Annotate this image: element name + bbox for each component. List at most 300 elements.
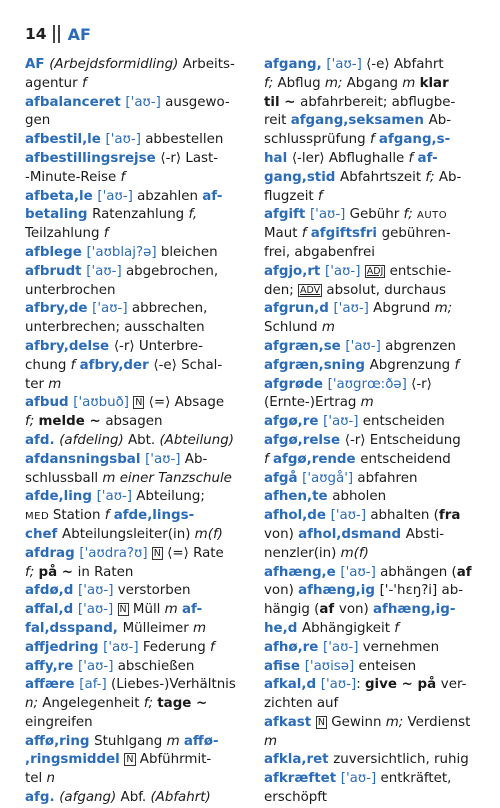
entry-text: af xyxy=(456,564,472,580)
entry-text: på ~ xyxy=(38,564,78,580)
entry-text: abholen xyxy=(332,489,387,505)
entry-text: Stuhlgang xyxy=(94,733,167,749)
entry-text: f xyxy=(210,639,215,655)
headword: afgift xyxy=(264,207,310,223)
dictionary-line xyxy=(264,639,476,658)
entry-text: f; xyxy=(25,564,39,580)
entry-text: ver- xyxy=(440,677,467,693)
pronunciation: [af-] xyxy=(79,677,107,693)
pronunciation: ['aʊ-] xyxy=(78,658,114,674)
dictionary-line xyxy=(25,150,247,169)
pronunciation: ['aʊgrœ:ðə] xyxy=(327,376,407,392)
dictionary-line xyxy=(264,75,476,94)
entry-text: ⟨-e⟩ Schal- xyxy=(153,357,223,373)
entry-text: f; xyxy=(143,696,158,712)
dictionary-line xyxy=(25,789,247,808)
headword: afgang, xyxy=(264,57,327,72)
dictionary-line xyxy=(25,300,247,319)
entry-text: unterbrochen xyxy=(25,282,116,298)
entry-text: Abhängigkeit xyxy=(301,620,395,636)
entry-text: tage ~ xyxy=(157,696,208,712)
dictionary-line xyxy=(25,695,247,714)
entry-text: m xyxy=(360,395,374,411)
headword: afde,ling xyxy=(25,489,97,505)
entry-text: Ratenzahlung xyxy=(92,207,189,223)
entry-text: reit xyxy=(264,113,291,129)
entry-text: zuversichtlich, ruhig xyxy=(333,752,469,768)
dictionary-line xyxy=(264,206,476,225)
headword: affø,ring xyxy=(25,733,95,749)
dictionary-line xyxy=(25,376,247,395)
entry-text: Abgang xyxy=(346,75,403,91)
entry-text: Station xyxy=(52,508,105,524)
headword: afbeta,le xyxy=(25,188,98,204)
entry-text: MED xyxy=(25,511,53,523)
dictionary-line xyxy=(25,733,247,752)
pronunciation: ['aʊ-] xyxy=(92,301,128,317)
headword: afgjo,rt xyxy=(264,263,325,279)
entry-text: f xyxy=(301,226,311,242)
dictionary-line xyxy=(264,263,476,282)
entry-text: Abteilung; xyxy=(132,489,205,505)
dictionary-line xyxy=(25,112,247,131)
entry-text: f xyxy=(103,226,109,242)
dictionary-line xyxy=(25,94,247,113)
entry-text: ⟨-ler⟩ Abflughalle xyxy=(291,150,409,166)
entry-text: abbrechen, xyxy=(127,301,208,317)
entry-text: entscheidend xyxy=(360,451,451,467)
headword: affjedring xyxy=(25,639,104,655)
entry-text: unterbrechen; ausschalten xyxy=(25,320,205,336)
entry-text: ⟨-e⟩ Abfahrt xyxy=(361,57,444,72)
headword: af- xyxy=(181,602,203,618)
entry-text: Schlund xyxy=(264,320,322,336)
entry-text: Arbeits- xyxy=(182,57,235,72)
entry-text: Gewinn xyxy=(326,714,386,730)
pronunciation: ['aʊ-] xyxy=(326,57,362,72)
dictionary-line xyxy=(25,282,247,301)
dictionary-line xyxy=(25,56,247,75)
word-class-label: ADV xyxy=(300,284,321,296)
entry-text: m xyxy=(402,75,420,91)
entry-text: verstorben xyxy=(113,583,191,599)
headword: afbry,delse xyxy=(25,338,114,354)
entry-text: eingreifen xyxy=(25,714,93,730)
dictionary-line xyxy=(264,413,476,432)
entry-text: m xyxy=(166,733,184,749)
entry-text: Absti- xyxy=(405,526,445,542)
entry-text: abschießen xyxy=(113,658,195,674)
entry-text: Ab- xyxy=(438,169,462,185)
left-column xyxy=(25,56,247,808)
headword: afgang,seksamen xyxy=(290,113,429,129)
dictionary-line xyxy=(25,564,247,583)
entry-text: f; xyxy=(425,169,439,185)
headword: ,ringsmiddel xyxy=(25,752,125,768)
headword: afgø,relse xyxy=(264,432,345,448)
entry-text: Verdienst xyxy=(407,714,471,730)
entry-text: f xyxy=(394,620,399,636)
entry-text: Abführmit- xyxy=(135,752,212,768)
entry-text: f; xyxy=(264,75,278,91)
dictionary-line xyxy=(264,112,476,131)
dictionary-line xyxy=(25,751,247,770)
entry-text: chung xyxy=(25,357,71,373)
entry-text: f, xyxy=(188,207,198,223)
entry-text: f xyxy=(70,357,80,373)
dictionary-line xyxy=(264,451,476,470)
entry-text: m xyxy=(164,602,182,618)
headword: afdø,d xyxy=(25,583,78,599)
headword: afkast xyxy=(264,714,316,730)
entry-text: ⟨-r⟩ xyxy=(406,376,432,392)
entry-text: f xyxy=(104,508,114,524)
dictionary-line xyxy=(25,338,247,357)
entry-text: entkräftet, xyxy=(376,771,452,787)
headword: afbry,der xyxy=(79,357,154,373)
entry-text: m; xyxy=(434,301,453,317)
entry-text: von) xyxy=(264,526,299,542)
headword: he,d xyxy=(264,620,302,636)
headword: afgræn,sning xyxy=(264,357,370,373)
word-class-label: N xyxy=(119,604,127,616)
pronunciation: ['aʊ-] xyxy=(323,639,359,655)
entry-text: (Arbejdsformidling) xyxy=(49,57,183,72)
entry-text: give ~ på xyxy=(364,677,441,693)
entry-text: m einer Tanzschule xyxy=(102,470,232,486)
entry-text: tel xyxy=(25,771,47,787)
entry-text: Abgrenzung xyxy=(369,357,455,373)
headword: fal,dsspand, xyxy=(25,620,123,636)
dictionary-line xyxy=(264,695,476,714)
dictionary-line xyxy=(25,620,247,639)
pronunciation: ['aʊ-] xyxy=(345,338,381,354)
dictionary-line xyxy=(25,488,247,507)
entry-text: absagen xyxy=(105,414,163,430)
entry-text: in Raten xyxy=(77,564,134,580)
pronunciation: ['aʊbuð] xyxy=(73,395,134,411)
entry-text: (Abfahrt) xyxy=(150,790,211,806)
dictionary-line xyxy=(25,319,247,338)
dictionary-line xyxy=(25,357,247,376)
headword: afgø,re xyxy=(264,414,324,430)
entry-text: Abgrund xyxy=(368,301,435,317)
headword: affy,re xyxy=(25,658,79,674)
entry-text: af xyxy=(319,602,339,618)
entry-text: Gebühr xyxy=(345,207,404,223)
entry-text: ⟨=⟩ Rate xyxy=(162,545,224,561)
entry-text: melde ~ xyxy=(38,414,106,430)
headword: afg. xyxy=(25,790,60,806)
headword: afkal,d xyxy=(264,677,321,693)
entry-text: Maut xyxy=(264,226,302,242)
entry-text: entschie- xyxy=(385,263,452,279)
word-class-label: N xyxy=(135,397,143,409)
pronunciation: ['aʊ-] xyxy=(77,602,118,618)
headword: AF xyxy=(25,57,50,72)
entry-text: schlussball xyxy=(25,470,103,486)
pronunciation: ['aʊ-] xyxy=(145,451,181,467)
word-class-label: N xyxy=(317,716,325,728)
headword: affal,d xyxy=(25,602,78,618)
headword: afhol,de xyxy=(264,508,331,524)
entry-text: abhalten ( xyxy=(366,508,439,524)
headword: af- xyxy=(417,150,438,166)
dictionary-line xyxy=(264,394,476,413)
header-divider xyxy=(53,25,60,43)
entry-text: fra xyxy=(438,508,461,524)
dictionary-line xyxy=(25,225,247,244)
headword: gang,stid xyxy=(264,169,341,185)
entry-text: til ~ xyxy=(264,94,301,110)
headword: afhen,te xyxy=(264,489,333,505)
entry-text: von) xyxy=(264,583,299,599)
pronunciation: ['aʊ-] xyxy=(320,677,357,693)
dictionary-line xyxy=(264,751,476,770)
entry-text: bleichen xyxy=(156,244,218,260)
pronunciation: ['aʊ-] xyxy=(340,564,376,580)
entry-text: abgrenzen xyxy=(380,338,457,354)
headword: afkla,ret xyxy=(264,752,334,768)
dictionary-line xyxy=(264,526,476,545)
entry-text: enteisen xyxy=(354,658,417,674)
headword: afblege xyxy=(25,244,87,260)
dictionary-line xyxy=(264,94,476,113)
word-class-label: N xyxy=(126,754,134,766)
entry-text: (afdeling) xyxy=(59,432,128,448)
entry-text: abfahrbereit; abflugbe- xyxy=(300,94,456,110)
headword: afgrøde xyxy=(264,376,328,392)
entry-text: m; xyxy=(385,714,408,730)
dictionary-line xyxy=(264,225,476,244)
entry-text: flugzeit xyxy=(264,188,318,204)
dictionary-line xyxy=(264,319,476,338)
entry-text: zichten auf xyxy=(264,696,339,712)
dictionary-line xyxy=(264,770,476,789)
pronunciation: ['aʊ-] xyxy=(96,489,133,505)
headword: afhæng,ig- xyxy=(373,602,456,618)
pronunciation: ['aʊ-] xyxy=(340,771,377,787)
pronunciation: ['aʊ-] xyxy=(333,301,369,317)
pronunciation: ['aʊ-] xyxy=(330,508,367,524)
entry-text: f xyxy=(264,451,273,467)
entry-text: m xyxy=(321,320,335,336)
headword: afbrudt xyxy=(25,263,87,279)
entry-text: den; xyxy=(264,282,298,298)
entry-text: erschöpft xyxy=(264,790,327,806)
entry-text: AUTO xyxy=(416,210,448,222)
pronunciation: ['aʊ-] xyxy=(323,414,359,430)
headword: afgå xyxy=(264,470,303,486)
entry-text: (Liebes-)Verhältnis xyxy=(106,677,236,693)
dictionary-line xyxy=(264,676,476,695)
entry-text: m(f) xyxy=(194,526,223,542)
dictionary-line xyxy=(264,564,476,583)
entry-text: frei, abgabenfrei xyxy=(264,244,375,260)
pronunciation: ['aʊ-] xyxy=(103,639,139,655)
dictionary-line xyxy=(264,169,476,188)
entry-text: f xyxy=(369,132,379,148)
dictionary-line xyxy=(264,582,476,601)
entry-text: gen xyxy=(25,113,51,129)
section-label: AF xyxy=(67,24,91,44)
entry-text: ausgewo- xyxy=(160,94,230,110)
dictionary-line xyxy=(264,658,476,677)
dictionary-line xyxy=(25,75,247,94)
entry-text: m; xyxy=(324,75,347,91)
headword: afhæng,ig xyxy=(298,583,380,599)
entry-text: Federung xyxy=(138,639,211,655)
entry-text: abgebrochen, xyxy=(121,263,219,279)
headword: afhø,re xyxy=(264,639,324,655)
dictionary-line xyxy=(264,733,476,752)
dictionary-line xyxy=(25,507,247,526)
dictionary-line xyxy=(264,714,476,733)
entry-text: ⟨-r⟩ Last- xyxy=(160,150,219,166)
entry-text: f xyxy=(120,169,126,185)
entry-text: abhängen ( xyxy=(375,564,457,580)
entry-text: Abt. xyxy=(128,432,160,448)
dictionary-line xyxy=(264,188,476,207)
entry-text: gebühren- xyxy=(381,226,451,242)
pronunciation: ['aʊ-] xyxy=(309,207,346,223)
headword: afdansningsbal xyxy=(25,451,146,467)
entry-text: f xyxy=(317,188,323,204)
pronunciation: ['aʊdra?ʊ] xyxy=(79,545,152,561)
entry-text: f xyxy=(408,150,418,166)
dictionary-line xyxy=(264,300,476,319)
dictionary-line xyxy=(25,131,247,150)
entry-text: ['-'hɛŋ?i] ab- xyxy=(379,583,464,599)
dictionary-line xyxy=(264,601,476,620)
entry-text: abfahren xyxy=(353,470,418,486)
entry-text: klar xyxy=(419,75,449,91)
entry-text: m xyxy=(193,620,207,636)
dictionary-line xyxy=(264,56,476,75)
entry-text: Abfahrtszeit xyxy=(340,169,426,185)
word-class-label: N xyxy=(153,547,161,559)
entry-text: : xyxy=(356,677,365,693)
headword: afgiftsfri xyxy=(310,226,382,242)
headword: afgang,s- xyxy=(378,132,451,148)
headword: chef xyxy=(25,526,63,542)
entry-text: m(f) xyxy=(340,545,369,561)
page-number: 14 xyxy=(25,25,47,43)
entry-text: Angelegenheit xyxy=(42,696,144,712)
pronunciation: ['aʊ-] xyxy=(105,132,141,148)
dictionary-line xyxy=(264,357,476,376)
entry-text: abbestellen xyxy=(140,132,224,148)
headword: affære xyxy=(25,677,80,693)
pronunciation: ['aʊisə] xyxy=(304,658,355,674)
entry-text: Abflug xyxy=(277,75,325,91)
headword: afdrag xyxy=(25,545,80,561)
headword: afbestil,le xyxy=(25,132,106,148)
entry-text: (Abteilung) xyxy=(159,432,234,448)
entry-text: (Ernte-)Ertrag xyxy=(264,395,361,411)
dictionary-line xyxy=(264,282,476,301)
headword: afbud xyxy=(25,395,74,411)
entry-text: Teilzahlung xyxy=(25,226,104,242)
entry-text: Abf. xyxy=(120,790,151,806)
headword: afgø,rende xyxy=(272,451,361,467)
entry-text: m xyxy=(48,376,62,392)
entry-text: ⟨-r⟩ Entscheidung xyxy=(344,432,461,448)
dictionary-line xyxy=(25,582,247,601)
dictionary-line xyxy=(264,470,476,489)
entry-text: Müll xyxy=(128,602,165,618)
dictionary-line xyxy=(25,676,247,695)
pronunciation: ['aʊblaj?ə] xyxy=(86,244,157,260)
dictionary-line xyxy=(25,714,247,733)
entry-text: agentur xyxy=(25,75,82,91)
dictionary-line xyxy=(25,413,247,432)
entry-text: f xyxy=(454,357,460,373)
entry-text: vernehmen xyxy=(358,639,440,655)
headword: betaling xyxy=(25,207,93,223)
headword: afd. xyxy=(25,432,60,448)
dictionary-line xyxy=(264,376,476,395)
entry-text: abzahlen xyxy=(132,188,203,204)
dictionary-line xyxy=(264,131,476,150)
dictionary-line xyxy=(25,770,247,789)
dictionary-line xyxy=(25,658,247,677)
entry-text: -Minute-Reise xyxy=(25,169,121,185)
dictionary-line xyxy=(25,432,247,451)
pronunciation: ['aʊ-] xyxy=(325,263,365,279)
pronunciation: ['aʊ-] xyxy=(77,583,114,599)
headword: afgrun,d xyxy=(264,301,334,317)
dictionary-line xyxy=(25,545,247,564)
dictionary-line xyxy=(264,620,476,639)
dictionary-line xyxy=(25,639,247,658)
headword: hal xyxy=(264,150,292,166)
dictionary-line xyxy=(25,451,247,470)
pronunciation: ['aʊ-] xyxy=(86,263,122,279)
dictionary-line xyxy=(264,244,476,263)
headword: afise xyxy=(264,658,305,674)
pronunciation: ['aʊ-] xyxy=(125,94,161,110)
entry-text: nenzler(in) xyxy=(264,545,341,561)
pronunciation: ['aʊ-] xyxy=(97,188,133,204)
entry-text: ⟨=⟩ Absage xyxy=(144,395,225,411)
dictionary-line xyxy=(25,526,247,545)
headword: afhæng,e xyxy=(264,564,341,580)
headword: affø- xyxy=(183,733,219,749)
headword: afhol,dsmand xyxy=(298,526,406,542)
entry-text: (afgang) xyxy=(59,790,121,806)
entry-text: Abteilungsleiter(in) xyxy=(62,526,195,542)
dictionary-line xyxy=(25,206,247,225)
headword: afbalanceret xyxy=(25,94,126,110)
dictionary-line xyxy=(25,601,247,620)
dictionary-line xyxy=(264,545,476,564)
word-class-label: ADJ xyxy=(366,265,384,277)
dictionary-line xyxy=(25,244,247,263)
headword: afde,lings- xyxy=(113,508,195,524)
dictionary-line xyxy=(264,432,476,451)
headword: af- xyxy=(202,188,223,204)
entry-text: ter xyxy=(25,376,49,392)
entry-text: absolut, durchaus xyxy=(322,282,446,298)
entry-text: n; xyxy=(25,696,43,712)
entry-text: ⟨-r⟩ Unterbre- xyxy=(113,338,203,354)
headword: afgræn,se xyxy=(264,338,346,354)
dictionary-line xyxy=(25,188,247,207)
entry-text: f; xyxy=(25,414,39,430)
dictionary-line xyxy=(25,470,247,489)
dictionary-line xyxy=(264,488,476,507)
